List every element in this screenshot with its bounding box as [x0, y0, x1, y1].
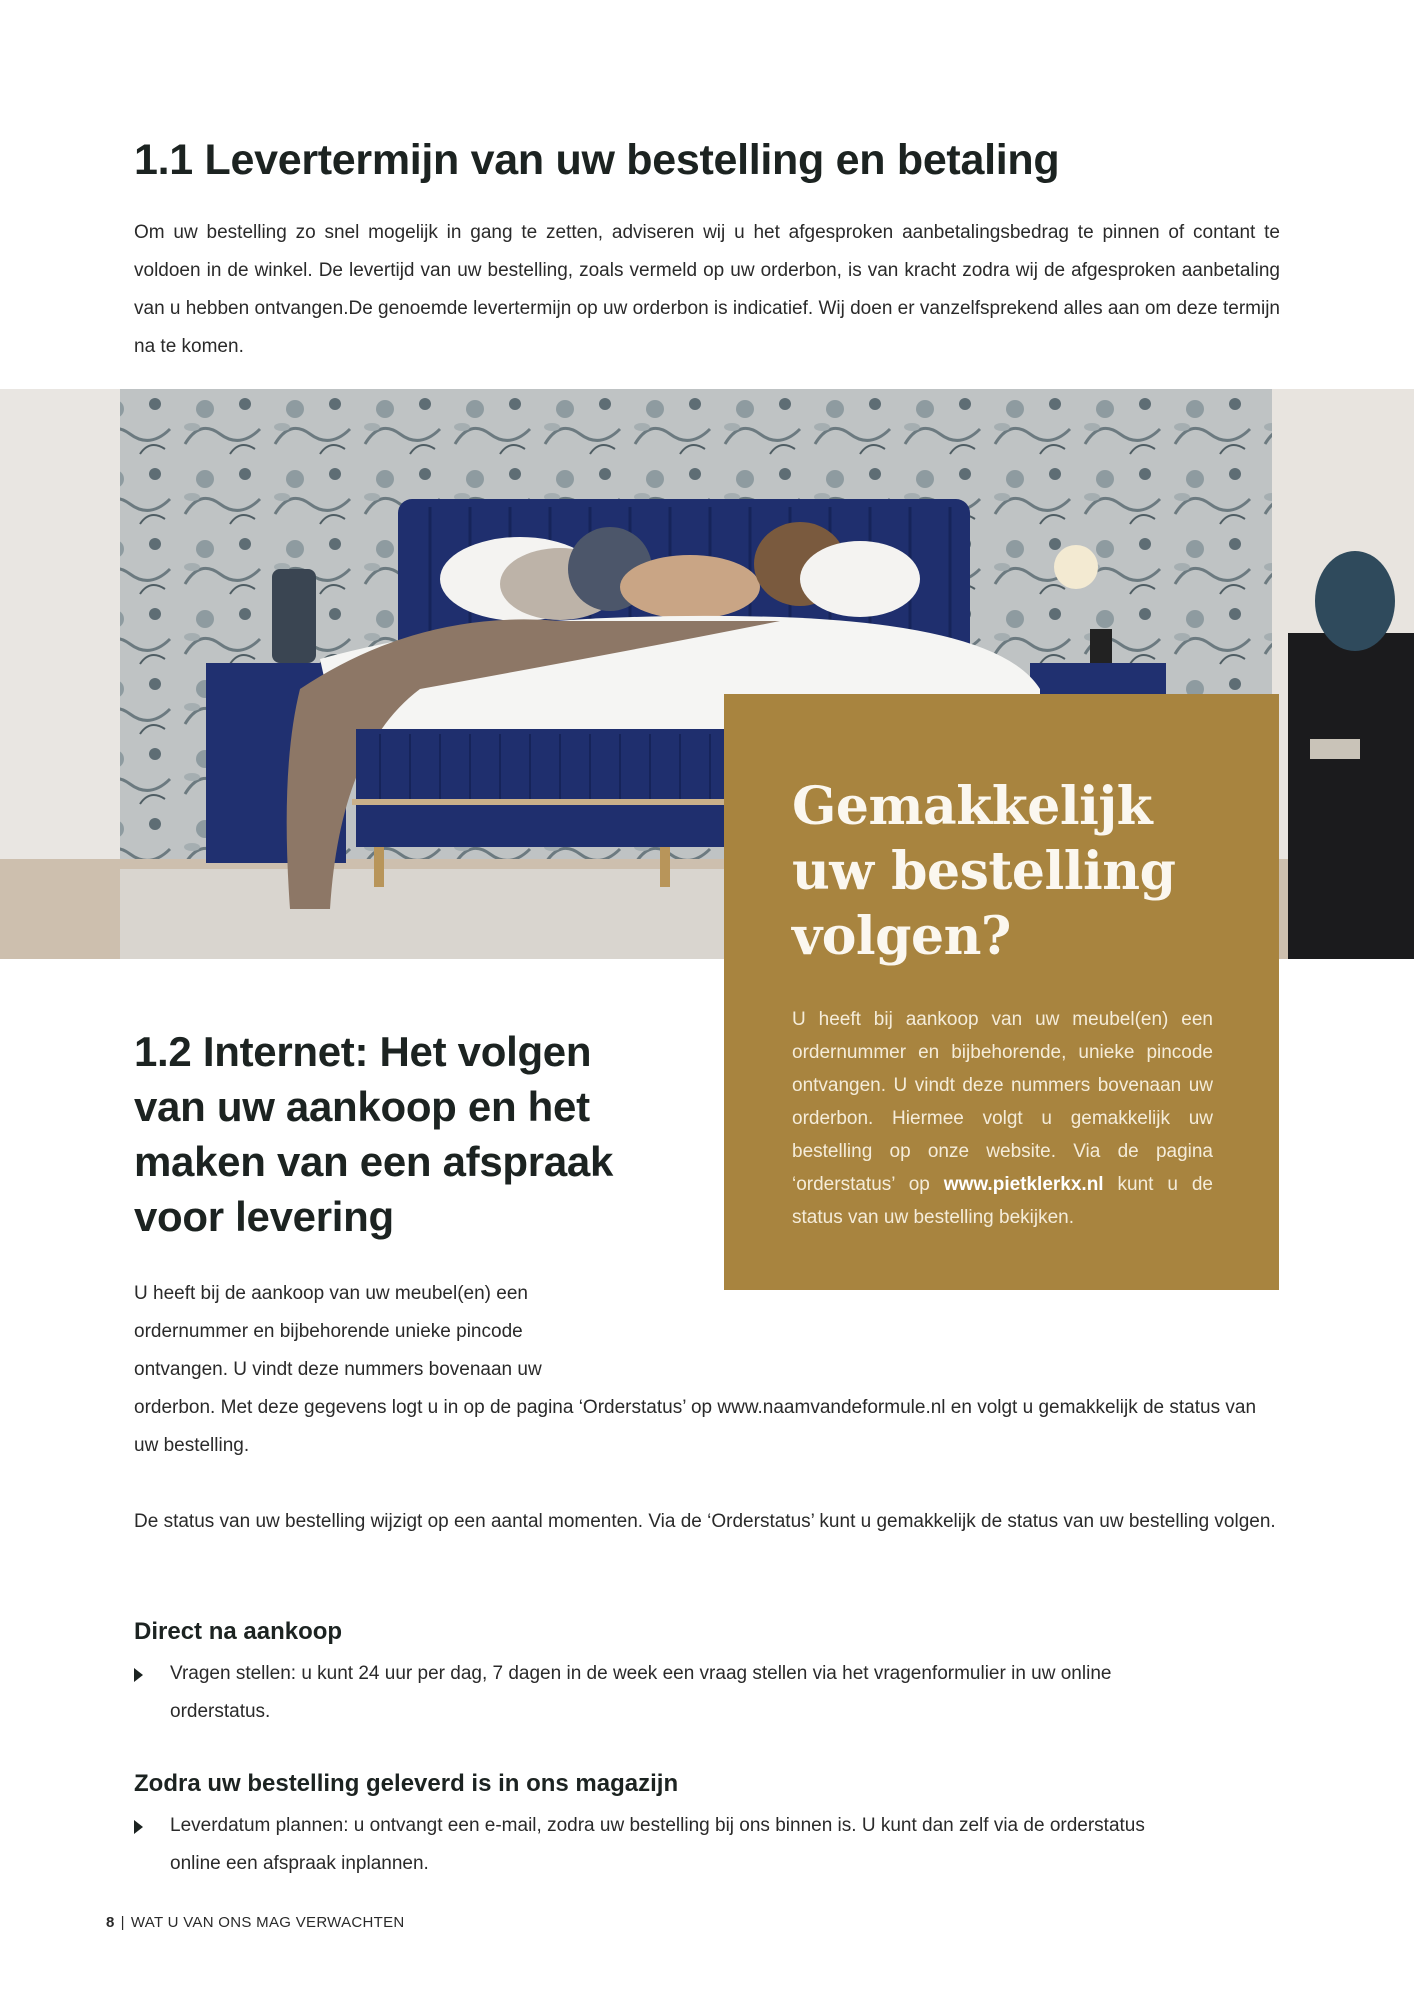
- website-link[interactable]: www.pietklerkx.nl: [943, 1174, 1104, 1195]
- direct-after-purchase-title: Direct na aankoop: [134, 1618, 343, 1645]
- triangle-right-icon: [134, 1655, 170, 1731]
- section-1-title: 1.1 Levertermijn van uw bestelling en betaling: [134, 136, 1060, 184]
- order-tracking-callout: [724, 694, 1279, 1290]
- list-item: [134, 1655, 1280, 1731]
- footer-section-title: WAT U VAN ONS MAG VERWACHTEN: [130, 1914, 405, 1931]
- section-1-text: Om uw bestelling zo snel mogelijk in gang te zetten, adviseren wij u het afgesproken aanbetalingsbedrag te pinnen of contant te voldoen in de winkel. De levertijd van uw bestelling, zoals vermeld op uw orderbon, is van kracht zodra wij de afgesproken aanbetaling van u hebben ontvangen.De genoemde levertermijn op uw orderbon is indicatief. Wij doen er vanzelfsprekend alles aan om deze termijn na te komen.: [134, 222, 1280, 357]
- footer-separator: |: [120, 1914, 125, 1931]
- section-2-status-text: De status van uw bestelling wijzigt op een aantal momenten. Via de ‘Orderstatus’ kunt u gemakkelijk de status van uw bestelling volgen.: [134, 1511, 1276, 1532]
- bullet-text: Vragen stellen: u kunt 24 uur per dag, 7 dagen in de week een vraag stellen via het vragenformulier in uw online orderstatus.: [170, 1663, 1112, 1722]
- section-2-title: 1.2 Internet: Het volgen van uw aankoop en het maken van een afspraak voor levering: [134, 1028, 614, 1240]
- callout-text: U heeft bij aankoop van uw meubel(en) een ordernummer en bijbehorende, unieke pincode ontvangen. U vindt deze nummers bovenaan uw orderbon. Hiermee volgt u gemakkelijk uw bestelling op onze website. Via de pagina ‘orderstatus’ op www.pietklerkx.nl kunt u de status van uw bestelling bekijken.: [792, 1009, 1214, 1228]
- section-2-text-narrow: U heeft bij de aankoop van uw meubel(en) een ordernummer en bijbehorende unieke pincode ontvangen. U vindt deze nummers bovenaan uw: [134, 1283, 542, 1380]
- callout-title: Gemakkelijk uw bestelling volgen?: [792, 776, 1176, 967]
- section-2-text-wide: orderbon. Met deze gegevens logt u in op de pagina ‘Orderstatus’ op www.naamvandeformule.nl en volgt u gemakkelijk de status van uw bestelling.: [134, 1397, 1257, 1456]
- warehouse-delivery-title: Zodra uw bestelling geleverd is in ons magazijn: [134, 1770, 679, 1797]
- list-item: [134, 1807, 1280, 1883]
- page-footer: [106, 1914, 405, 1931]
- page-number: 8: [106, 1914, 115, 1931]
- triangle-right-icon: [134, 1807, 170, 1883]
- bullet-text: Leverdatum plannen: u ontvangt een e-mail, zodra uw bestelling bij ons binnen is. U kunt dan zelf via de orderstatus online een afspraak inplannen.: [170, 1815, 1145, 1874]
